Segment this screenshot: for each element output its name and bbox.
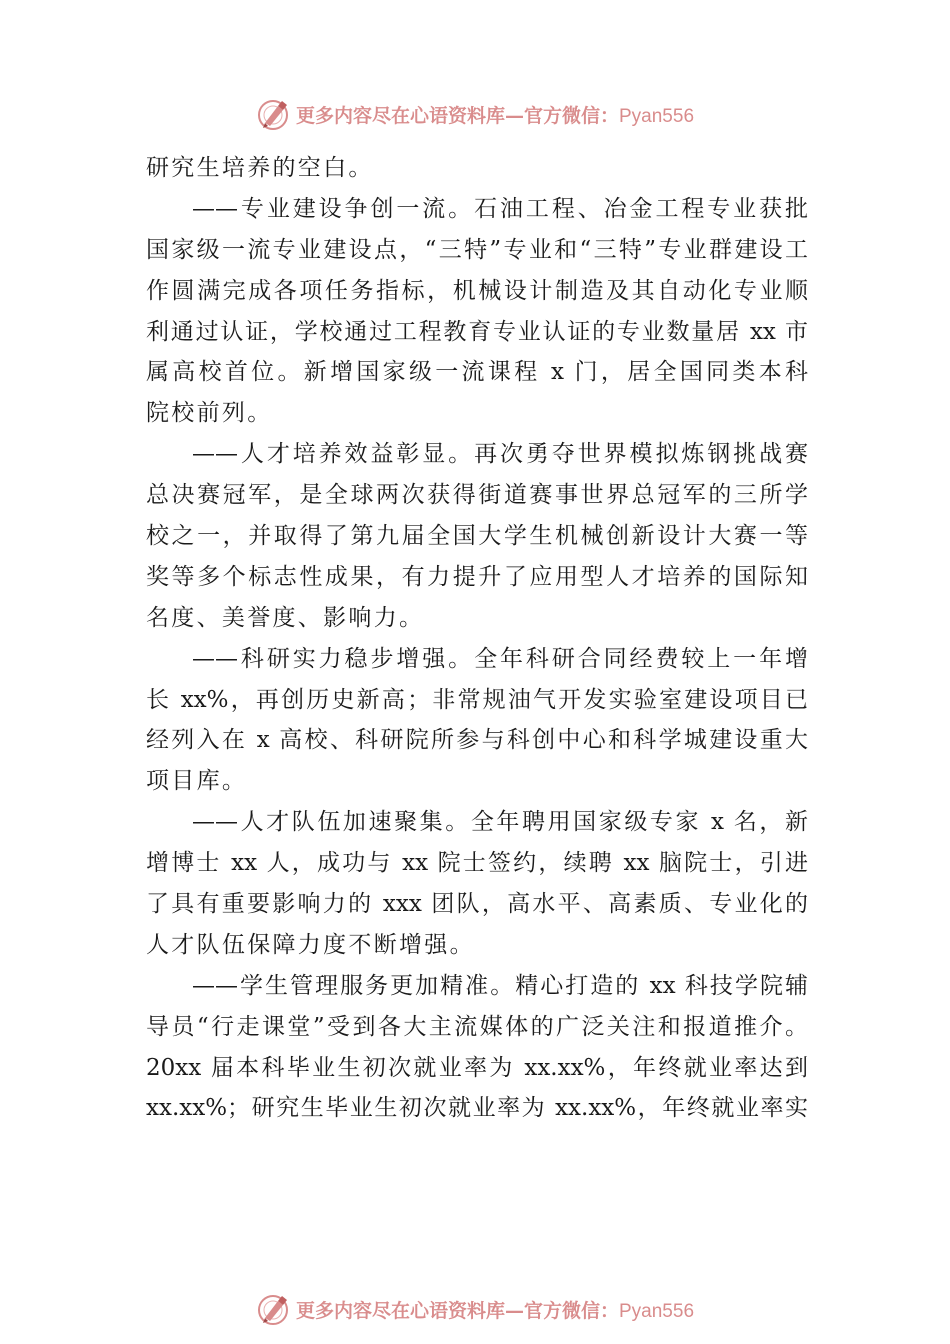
text-line: 利通过认证，学校通过工程教育专业认证的专业数量居 xx 市 [146, 318, 808, 345]
text-line: 总决赛冠军，是全球两次获得街道赛事世界总冠军的三所学 [146, 482, 808, 509]
document-body [146, 148, 808, 1129]
text-line: 院校前列。 [146, 400, 273, 427]
footer-watermark [0, 1289, 950, 1329]
text-line: 经列入在 x 高校、科研院所参与科创中心和科学城建设重大 [146, 727, 808, 754]
text-line: 名度、美誉度、影响力。 [146, 604, 425, 631]
text-line: 奖等多个标志性成果，有力提升了应用型人才培养的国际知 [146, 563, 808, 590]
pen-nib-circle-icon [256, 1291, 292, 1327]
text-line: ——人才培养效益彰显。再次勇夺世界模拟炼钢挑战赛 [192, 441, 808, 468]
watermark-text: 更多内容尽在心语资料库—官方微信：Pyan556 [295, 104, 695, 127]
text-line: 导员“行走课堂”受到各大主流媒体的广泛关注和报道推介。 [146, 1013, 808, 1040]
text-line: 人才队伍保障力度不断增强。 [146, 931, 475, 958]
text-line: 校之一，并取得了第九届全国大学生机械创新设计大赛一等 [146, 523, 808, 550]
text-line: ——人才队伍加速聚集。全年聘用国家级专家 x 名，新 [192, 809, 808, 836]
text-line: xx.xx%；研究生毕业生初次就业率为 xx.xx%，年终就业率实 [146, 1095, 808, 1122]
text-line: 20xx 届本科毕业生初次就业率为 xx.xx%，年终就业率达到 [146, 1054, 808, 1081]
text-line: 研究生培养的空白。 [146, 155, 374, 181]
text-line: 属高校首位。新增国家级一流课程 x 门，居全国同类本科 [146, 359, 808, 386]
text-line: 了具有重要影响力的 xxx 团队，高水平、高素质、专业化的 [146, 891, 808, 918]
pen-nib-circle-icon [256, 96, 292, 132]
header-watermark [0, 94, 950, 134]
text-line: 国家级一流专业建设点，“三特”专业和“三特”专业群建设工 [146, 236, 808, 263]
text-line: ——专业建设争创一流。石油工程、冶金工程专业获批 [192, 195, 808, 222]
text-line: 作圆满完成各项任务指标，机械设计制造及其自动化专业顺 [146, 277, 808, 304]
text-line: ——科研实力稳步增强。全年科研合同经费较上一年增 [192, 645, 808, 672]
text-line: 项目库。 [146, 768, 248, 795]
watermark-text: 更多内容尽在心语资料库—官方微信：Pyan556 [295, 1299, 695, 1322]
text-line: 增博士 xx 人，成功与 xx 院士签约，续聘 xx 脑院士，引进 [146, 850, 808, 877]
text-line: ——学生管理服务更加精准。精心打造的 xx 科技学院辅 [192, 972, 808, 999]
text-line: 长 xx%，再创历史新高；非常规油气开发实验室建设项目已 [146, 686, 808, 713]
